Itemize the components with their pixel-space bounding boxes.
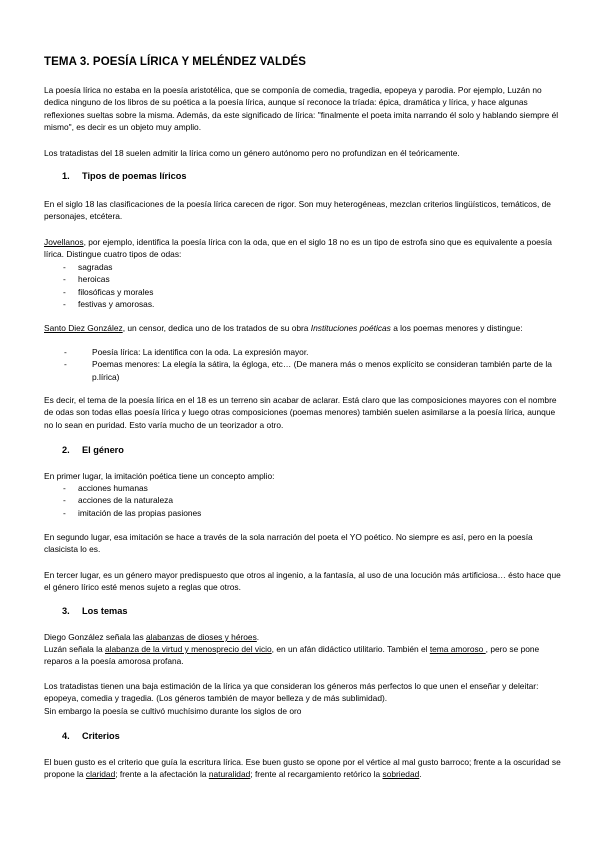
section-4-paragraph [44,756,562,781]
section-2-number: 2. [62,445,70,455]
criterios-text-c: ; frente al recargamiento retórico la [250,769,383,780]
intro-paragraph-2: Los tratadistas del 18 suelen admitir la lírica como un género autónomo pero no profundizan en él teóricamente. [44,148,460,158]
section-3-paragraph-3: Sin embargo la poesía se cultivó muchísimo durante los siglos de oro [44,706,302,716]
santo-diez-work: Instituciones poéticas [310,323,391,333]
santo-diez-text: , un censor, dedica uno de los tratados de su obra [122,323,311,333]
section-1-heading [62,171,187,181]
section-3-title: Los temas [82,606,128,616]
section-3-line-2 [44,643,562,668]
section-1-number: 1. [62,171,70,181]
santo-diez-list [44,346,562,383]
santo-diez-text-2: a los poemas menores y distingue: [390,323,523,333]
section-2-title: El género [82,445,124,455]
jovellanos-name: Jovellanos [44,237,84,247]
section-2-paragraph-1: En primer lugar, la imitación poética tiene un concepto amplio: [44,471,275,481]
claridad-word: claridad [85,769,116,780]
naturalidad-word: naturalidad [208,769,251,780]
jovellanos-text: , por ejemplo, identifica la poesía lírica con la oda, que en el siglo 18 no es un tipo de estrofa sino que es equivalente a poesía lírica. Distingue cuatro tipos de odas: [44,237,552,260]
diego-gonzalez-text: Diego González señala las [44,632,146,642]
intro-paragraph-1: La poesía lírica no estaba en la poesía aristotélica, que se componía de comedia, tragedia, epopeya y parodia. Por ejemplo, Luzán no dedica ninguno de los libros de su poética a la poesía lírica, aunque sí reconoce la tríada: épica, dramática y lírica, y hace algunas reflexiones sueltas sobre la misma. Además, da este significado de lírica: "finalmente el poeta imita narrando él solo y hablando siempre él mismo", es decir es un objeto muy amplio. [44,85,559,133]
santo-diez-name: Santo Diez González [44,323,123,333]
alabanzas-phrase: alabanzas de dioses y héroes [145,632,257,642]
section-2-paragraph-3: En tercer lugar, es un género mayor predispuesto que otros al ingenio, a la fantasía, al uso de una locución más artificiosa… ésto hace que el género lírico esté menos sujeto a reglas que otros. [44,570,561,593]
sobriedad-word: sobriedad [382,769,420,780]
list-item: - festivas y amorosas. [44,298,562,310]
criterios-text-a: El buen gusto es el criterio que guía la escritura lírica. Ese buen gusto se opone por el vértice al mal gusto barroco; frente a la oscuridad se propone la [44,757,561,780]
list-item: - acciones de la naturaleza [44,494,562,506]
list-item: - heroicas [44,273,562,285]
section-2-paragraph-2: En segundo lugar, esa imitación se hace a través de la sola narración del poeta el YO poético. No siempre es así, pero en la poesía clasicista lo es. [44,532,533,555]
luzan-text-3: , pero se pone reparos a la poesía amorosa profana. [44,644,540,667]
section-4-heading [62,731,120,741]
virtud-phrase: alabanza de la virtud y menosprecio del vicio [105,644,272,654]
section-3-line-1 [44,631,562,643]
section-1-title: Tipos de poemas líricos [82,171,187,181]
luzan-text-2: , en un afán didáctico utilitario. También el [271,644,430,654]
section-3-paragraph-2: Los tratadistas tienen una baja estimación de la lírica ya que consideran los géneros más perfectos lo que unen el enseñar y deleitar: epopeya, comedia y tragedia. (Los géneros también de mayor belleza y de más sublimidad). [44,681,539,704]
document-title: TEMA 3. POESÍA LÍRICA Y MELÉNDEZ VALDÉS [44,56,307,68]
luzan-text: Luzán señala la [44,644,105,654]
jovellanos-paragraph [44,236,562,261]
santo-diez-paragraph [44,322,562,334]
criterios-text-d: . [419,769,422,780]
list-item: - Poemas menores: La elegía la sátira, la égloga, etc… (De manera más o menos explícito se consideran también parte de la p.lírica) [44,358,562,383]
section-2-heading [62,445,124,455]
period: . [256,632,260,642]
list-item: - filosóficas y morales [44,286,562,298]
imitacion-list [44,482,562,519]
section-3-heading [62,606,127,616]
list-item: - imitación de las propias pasiones [44,507,562,519]
section-1-closing-paragraph: Es decir, el tema de la poesía lírica en el 18 es un terreno sin acabar de aclarar. Está claro que las composiciones mayores con el nombre de odas son todas ellas poesía lírica y luego otras composiciones (poemas menores) también suelen asimilarse a la poesía lírica, aunque no lo sean en puridad. Esto varía mucho de un teorizador a otro. [44,395,557,430]
criterios-text-b: ; frente a la afectación la [115,769,209,780]
list-item: - acciones humanas [44,482,562,494]
section-4-number: 4. [62,731,70,741]
tema-amoroso-phrase: tema amoroso [429,644,486,654]
odas-list [44,261,562,311]
list-item: - Poesía lírica: La identifica con la oda. La expresión mayor. [44,346,562,358]
section-4-title: Criterios [82,731,120,741]
section-1-paragraph-1: En el siglo 18 las clasificaciones de la poesía lírica carecen de rigor. Son muy heterogéneas, mezclan criterios lingüísticos, temáticos, de personajes, etcétera. [44,199,551,222]
section-3-number: 3. [62,606,70,616]
list-item: - sagradas [44,261,562,273]
